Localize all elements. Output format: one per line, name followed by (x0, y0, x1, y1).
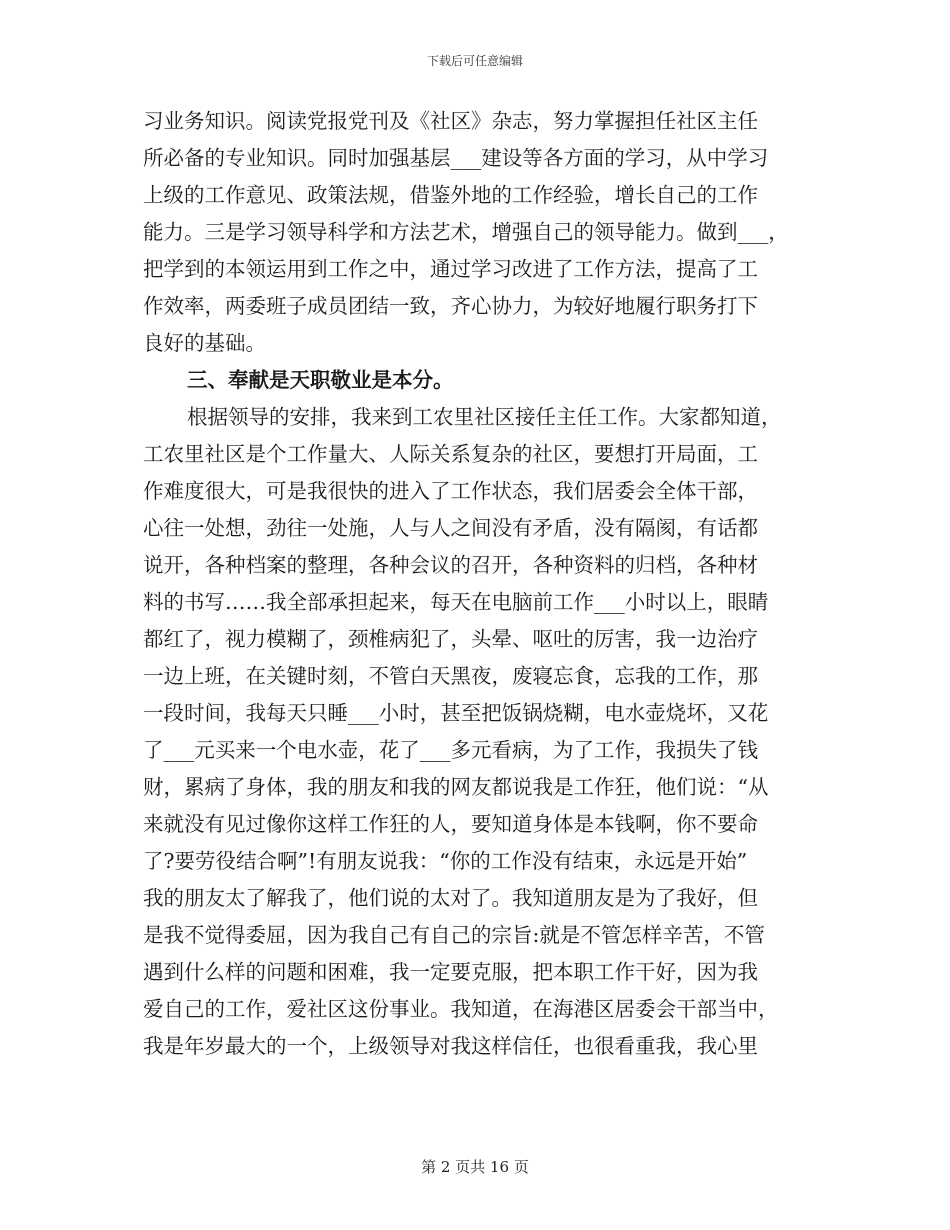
page-number: 第 2 页共 16 页 (421, 1158, 529, 1176)
section-heading: 三、奉献是天职敬业是本分。 (187, 368, 454, 392)
text-line: 作效率，两委班子成员团结一致，齐心协力，为较好地履行职务打下 (143, 294, 758, 318)
text-line: 说开，各种档案的整理，各种会议的召开，各种资料的归档，各种材 (143, 553, 758, 577)
text-line: 了___元买来一个电水壶，花了___多元看病，为了工作，我损失了钱 (143, 738, 758, 762)
text-line: 心往一处想，劲往一处施，人与人之间没有矛盾，没有隔阂，有话都 (143, 516, 758, 540)
text-line: 爱自己的工作，爱社区这份事业。我知道，在海港区居委会干部当中， (143, 997, 779, 1021)
document-body (143, 103, 807, 1065)
text-line: 一段时间，我每天只睡___小时，甚至把饭锅烧糊，电水壶烧坏，又花 (143, 701, 769, 725)
text-line: 是我不觉得委屈，因为我自己有自己的宗旨:就是不管怎样辛苦，不管 (143, 923, 765, 947)
text-line: 所必备的专业知识。同时加强基层___建设等各方面的学习，从中学习 (143, 146, 769, 170)
text-line: 来就没有见过像你这样工作狂的人，要知道身体是本钱啊，你不要命 (143, 812, 758, 836)
text-line: 了?要劳役结合啊”!有朋友说我：“你的工作没有结束，永远是开始” (143, 849, 748, 873)
text-line: 良好的基础。 (143, 331, 266, 355)
text-line: 都红了，视力模糊了，颈椎病犯了，头晕、呕吐的厉害，我一边治疗 (143, 627, 758, 651)
text-line: 作难度很大，可是我很快的进入了工作状态，我们居委会全体干部， (143, 479, 758, 503)
text-line: 根据领导的安排，我来到工农里社区接任主任工作。大家都知道， (187, 405, 782, 429)
page-header: 下载后可任意编辑 (426, 54, 523, 68)
text-line: 把学到的本领运用到工作之中，通过学习改进了工作方法，提高了工 (143, 257, 758, 281)
text-line: 能力。三是学习领导科学和方法艺术，增强自己的领导能力。做到___， (143, 220, 789, 244)
text-line: 工农里社区是个工作量大、人际关系复杂的社区，要想打开局面，工 (143, 442, 758, 466)
text-line: 遇到什么样的问题和困难，我一定要克服，把本职工作干好，因为我 (143, 960, 758, 984)
text-line: 习业务知识。阅读党报党刊及《社区》杂志，努力掌握担任社区主任 (143, 109, 758, 133)
text-line: 料的书写……我全部承担起来，每天在电脑前工作___小时以上，眼睛 (143, 590, 769, 614)
text-line: 我是年岁最大的一个，上级领导对我这样信任，也很看重我，我心里 (143, 1034, 758, 1058)
text-line: 上级的工作意见、政策法规，借鉴外地的工作经验，增长自己的工作 (143, 183, 758, 207)
text-line: 财，累病了身体，我的朋友和我的网友都说我是工作狂，他们说：“从 (143, 775, 769, 799)
text-line: 一边上班，在关键时刻，不管白天黑夜，废寝忘食，忘我的工作，那 (143, 664, 758, 688)
text-line: 我的朋友太了解我了，他们说的太对了。我知道朋友是为了我好，但 (143, 886, 758, 910)
